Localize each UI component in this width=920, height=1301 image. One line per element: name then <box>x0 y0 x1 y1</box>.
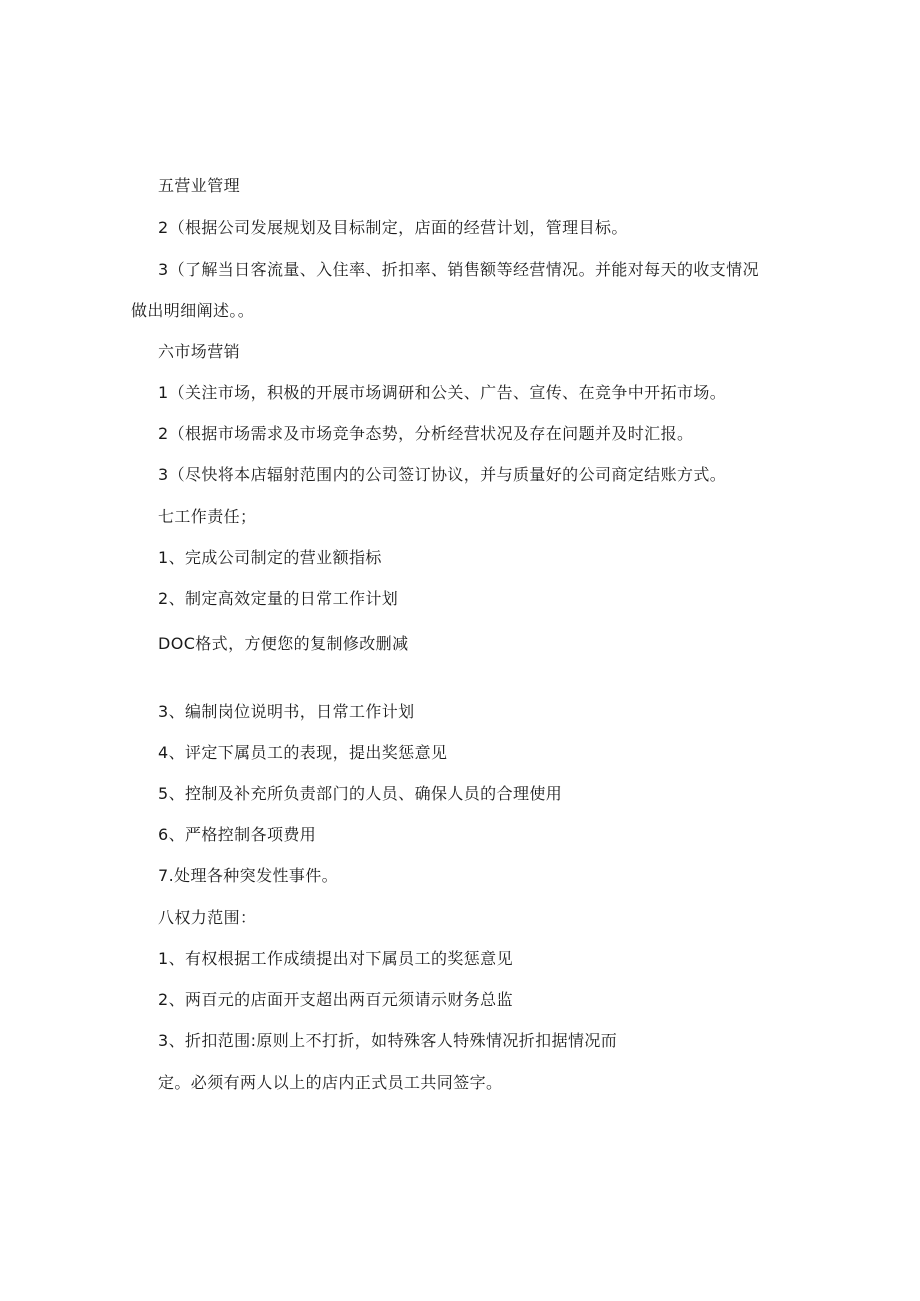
list-item: 5、控制及补充所负责部门的人员、确保人员的合理使用 <box>158 784 563 803</box>
list-item: 1、完成公司制定的营业额指标 <box>158 548 382 567</box>
paragraph-line: 2（根据公司发展规划及目标制定，店面的经营计划，管理目标。 <box>158 218 628 237</box>
list-item: 3、编制岗位说明书，日常工作计划 <box>158 702 415 721</box>
section-heading-marketing: 六市场营销 <box>158 342 241 361</box>
list-item: 4、评定下属员工的表现，提出奖惩意见 <box>158 743 448 762</box>
section-heading-authority: 八权力范围： <box>158 908 257 927</box>
paragraph-line: 1（关注市场，积极的开展市场调研和公关、广告、宣传、在竞争中开拓市场。 <box>158 383 727 402</box>
list-item: 6、严格控制各项费用 <box>158 825 317 844</box>
list-item: 3、折扣范围:原则上不打折，如特殊客人特殊情况折扣据情况而 <box>158 1031 618 1050</box>
list-item: 2、两百元的店面开支超出两百元须请示财务总监 <box>158 990 513 1009</box>
list-item: 1、有权根据工作成绩提出对下属员工的奖惩意见 <box>158 949 513 968</box>
list-item-continuation: 定。必须有两人以上的店内正式员工共同签字。 <box>158 1073 503 1092</box>
paragraph-line: 3（尽快将本店辐射范围内的公司签订协议，并与质量好的公司商定结账方式。 <box>158 465 727 484</box>
doc-format-note: DOC格式，方便您的复制修改删减 <box>158 634 409 653</box>
paragraph-line: 做出明细阐述。。 <box>131 301 255 320</box>
section-heading-business-management: 五营业管理 <box>158 176 241 195</box>
list-item: 2、制定高效定量的日常工作计划 <box>158 589 399 608</box>
section-heading-responsibilities: 七工作责任； <box>158 507 257 526</box>
paragraph-line: 2（根据市场需求及市场竞争态势，分析经营状况及存在问题并及时汇报。 <box>158 424 694 443</box>
list-item: 7.处理各种突发性事件。 <box>158 866 339 885</box>
paragraph-line: 3（了解当日客流量、入住率、折扣率、销售额等经营情况。并能对每天的收支情况 <box>158 260 759 279</box>
